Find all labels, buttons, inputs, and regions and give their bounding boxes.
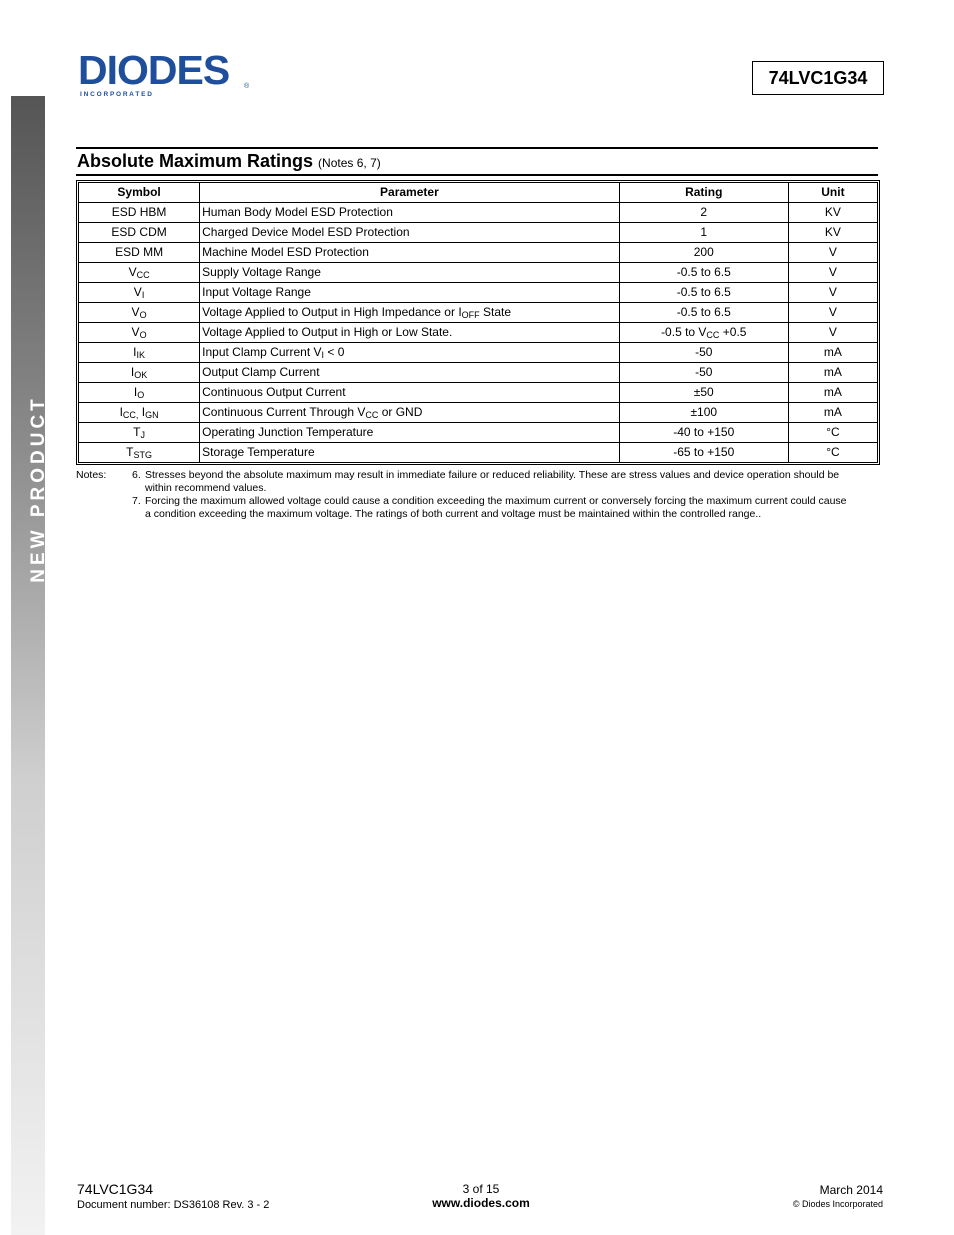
rating-text-post: +0.5 <box>719 325 747 339</box>
cell-symbol: ESD MM <box>79 243 200 263</box>
param-text-post: < 0 <box>324 345 345 359</box>
cell-parameter <box>200 403 620 423</box>
cell-unit: V <box>788 283 877 303</box>
cell-unit: mA <box>788 383 877 403</box>
cell-symbol <box>79 363 200 383</box>
symbol-base: V <box>128 265 137 279</box>
table-row <box>79 303 878 323</box>
cell-rating: 1 <box>619 223 788 243</box>
cell-rating: -65 to +150 <box>619 443 788 463</box>
param-subscript: CC <box>365 410 379 420</box>
symbol-base: I <box>119 405 123 419</box>
logo-registered: ® <box>244 83 250 90</box>
table-header-row <box>79 183 878 203</box>
param-text-post: State <box>479 305 512 319</box>
cell-unit: KV <box>788 223 877 243</box>
section-title-text: Absolute Maximum Ratings <box>77 151 314 171</box>
footer-left <box>77 1181 269 1211</box>
cell-parameter: Machine Model ESD Protection <box>200 243 620 263</box>
footer-website-link[interactable]: www.diodes.com <box>432 1196 530 1210</box>
cell-rating: -0.5 to 6.5 <box>619 283 788 303</box>
cell-unit: V <box>788 263 877 283</box>
cell-rating: 2 <box>619 203 788 223</box>
footer-doc-number: Document number: DS36108 Rev. 3 - 2 <box>77 1199 270 1211</box>
cell-parameter: Operating Junction Temperature <box>200 423 620 443</box>
cell-symbol <box>79 343 200 363</box>
symbol-subscript-2: GN <box>145 410 159 420</box>
sidebar-band <box>11 96 49 1235</box>
ratings-table <box>78 182 878 463</box>
cell-symbol <box>79 283 200 303</box>
cell-unit: mA <box>788 363 877 383</box>
symbol-base: V <box>131 325 140 339</box>
notes-label: Notes: <box>76 469 107 481</box>
symbol-subscript: O <box>139 310 147 320</box>
footer-center <box>432 1182 530 1210</box>
cell-parameter <box>200 303 620 323</box>
symbol-subscript: OK <box>134 370 148 380</box>
diodes-logo <box>78 52 253 103</box>
cell-rating: 200 <box>619 243 788 263</box>
table-row <box>79 223 878 243</box>
table-row <box>79 423 878 443</box>
cell-unit: mA <box>788 403 877 423</box>
cell-parameter <box>200 343 620 363</box>
cell-parameter: Storage Temperature <box>200 443 620 463</box>
cell-rating: -0.5 to 6.5 <box>619 303 788 323</box>
cell-rating: -50 <box>619 343 788 363</box>
cell-unit: V <box>788 243 877 263</box>
cell-unit: V <box>788 303 877 323</box>
ratings-table-frame <box>76 180 880 465</box>
cell-symbol <box>79 443 200 463</box>
note-item <box>132 469 852 495</box>
title-rule-bottom <box>76 174 878 176</box>
table-row <box>79 283 878 303</box>
symbol-subscript: CC <box>136 270 150 280</box>
symbol-subscript: O <box>137 390 145 400</box>
part-number-box <box>752 61 884 95</box>
note-number: 6. <box>132 469 141 481</box>
table-row <box>79 443 878 463</box>
cell-rating <box>619 323 788 343</box>
cell-unit: °C <box>788 443 877 463</box>
cell-symbol <box>79 403 200 423</box>
rating-subscript: CC <box>706 330 720 340</box>
cell-unit: °C <box>788 423 877 443</box>
symbol-base: T <box>126 445 134 459</box>
footer-copyright: © Diodes Incorporated <box>792 1199 883 1209</box>
param-subscript: I <box>321 350 325 360</box>
table-row <box>79 203 878 223</box>
col-header-symbol: Symbol <box>79 183 200 203</box>
section-title <box>77 151 381 172</box>
cell-rating: ±50 <box>619 383 788 403</box>
param-text-post: or GND <box>378 405 423 419</box>
cell-symbol: ESD HBM <box>79 203 200 223</box>
symbol-subscript: O <box>139 330 147 340</box>
cell-parameter: Voltage Applied to Output in High or Low State. <box>200 323 620 343</box>
symbol-base: I <box>133 385 138 399</box>
sidebar-label: NEW PRODUCT <box>28 395 49 583</box>
col-header-parameter: Parameter <box>200 183 620 203</box>
col-header-unit: Unit <box>788 183 877 203</box>
symbol-base: T <box>133 425 141 439</box>
table-row <box>79 343 878 363</box>
table-row <box>79 383 878 403</box>
symbol-base: I <box>130 365 135 379</box>
table-row <box>79 263 878 283</box>
cell-parameter: Charged Device Model ESD Protection <box>200 223 620 243</box>
table-row <box>79 363 878 383</box>
symbol-subscript: J <box>140 430 145 440</box>
symbol-subscript: CC, <box>122 410 139 420</box>
symbol-base: V <box>131 305 140 319</box>
diodes-logo-graphic <box>78 52 253 98</box>
symbol-base-2: I <box>138 405 146 419</box>
cell-parameter: Supply Voltage Range <box>200 263 620 283</box>
note-text: Forcing the maximum allowed voltage could cause a condition exceeding the maximum current or conversely forcing the maximum current could cause a condition exceeding the maximum voltage. The ratings of both current and voltage must be maintained within the controlled range.. <box>145 495 847 520</box>
note-item <box>132 495 852 521</box>
table-row <box>79 243 878 263</box>
cell-unit: KV <box>788 203 877 223</box>
symbol-subscript: I <box>141 290 145 300</box>
cell-unit: mA <box>788 343 877 363</box>
cell-symbol <box>79 323 200 343</box>
cell-parameter: Output Clamp Current <box>200 363 620 383</box>
cell-rating: ±100 <box>619 403 788 423</box>
cell-rating: -40 to +150 <box>619 423 788 443</box>
logo-tagline: I N C O R P O R A T E D <box>80 91 152 98</box>
cell-parameter: Human Body Model ESD Protection <box>200 203 620 223</box>
table-row <box>79 323 878 343</box>
cell-parameter: Input Voltage Range <box>200 283 620 303</box>
symbol-subscript: IK <box>136 350 145 360</box>
param-text: Input Clamp Current V <box>202 345 322 359</box>
cell-parameter: Continuous Output Current <box>200 383 620 403</box>
table-row <box>79 403 878 423</box>
cell-unit: V <box>788 323 877 343</box>
footer-page-number: 3 of 15 <box>462 1182 500 1196</box>
note-number: 7. <box>132 495 141 507</box>
note-text: Stresses beyond the absolute maximum may result in immediate failure or reduced reliability. These are stress values and device operation should be within recommend values. <box>145 469 840 494</box>
cell-rating: -0.5 to 6.5 <box>619 263 788 283</box>
cell-symbol <box>79 263 200 283</box>
footer-date: March 2014 <box>819 1183 883 1197</box>
symbol-base: V <box>133 285 142 299</box>
cell-symbol <box>79 383 200 403</box>
rating-text: -0.5 to V <box>661 325 707 339</box>
cell-symbol <box>79 303 200 323</box>
cell-symbol: ESD CDM <box>79 223 200 243</box>
symbol-base: I <box>133 345 137 359</box>
footer-right <box>793 1183 883 1209</box>
col-header-rating: Rating <box>619 183 788 203</box>
symbol-subscript: STG <box>133 450 152 460</box>
param-text: Continuous Current Through V <box>202 405 366 419</box>
header-part-number: 74LVC1G34 <box>768 67 868 88</box>
param-subscript: OFF <box>461 310 480 320</box>
section-notes-ref: (Notes 6, 7) <box>318 156 381 170</box>
cell-symbol <box>79 423 200 443</box>
footer-part-number: 74LVC1G34 <box>77 1181 154 1197</box>
title-rule-top <box>76 147 878 149</box>
cell-rating: -50 <box>619 363 788 383</box>
param-text: Voltage Applied to Output in High Impedance or I <box>202 305 462 319</box>
logo-wordmark: DIODES <box>78 52 230 93</box>
